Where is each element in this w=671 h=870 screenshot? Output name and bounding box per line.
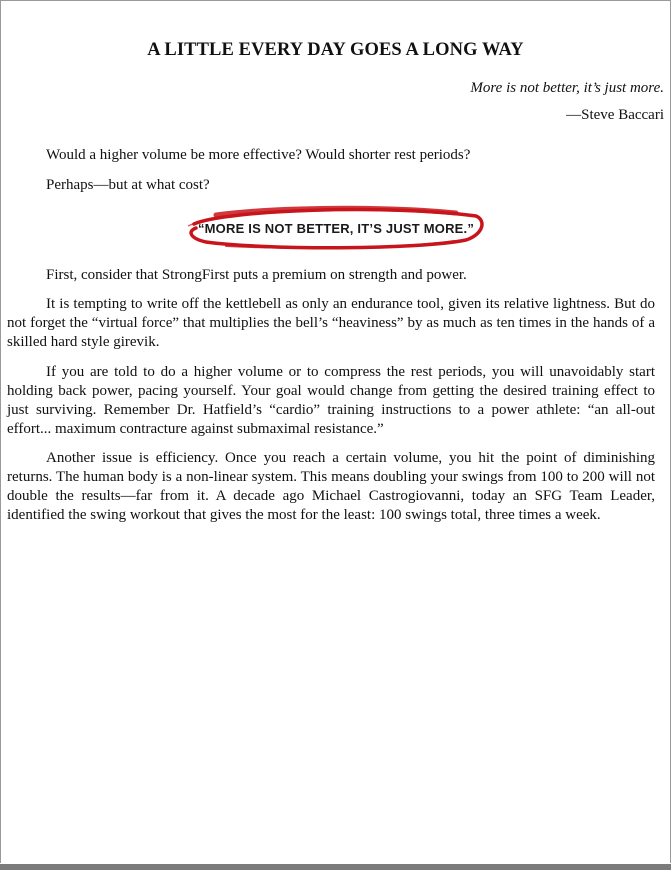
epigraph-quote: More is not better, it’s just more. bbox=[470, 80, 664, 96]
epigraph bbox=[470, 75, 664, 129]
paragraph-2: Perhaps—but at what cost? bbox=[46, 177, 210, 193]
paragraph-5: If you are told to do a higher volume or to compress the rest periods, you will unavoidably start holding back power, pacing yourself. Your goal would change from getting the desired training effect to just surviving. Remember Dr. Hatfield’s “cardio” training instructions to a power athlete: “an all-out effort... maximum contracture against submaximal resistance.” bbox=[7, 364, 655, 437]
paragraph-3: First, consider that StrongFirst puts a premium on strength and power. bbox=[46, 267, 467, 283]
epigraph-attribution: —Steve Baccari bbox=[566, 107, 664, 123]
paragraph-4: It is tempting to write off the kettlebell as only an endurance tool, given its relative lightness. But do not forget the “virtual force” that multiplies the bell’s “heaviness” by as much as ten times in the hands of a skilled hard style girevik. bbox=[7, 296, 655, 350]
page-title: A LITTLE EVERY DAY GOES A LONG WAY bbox=[147, 40, 524, 60]
paragraph-1: Would a higher volume be more effective? Would shorter rest periods? bbox=[46, 147, 471, 163]
pull-quote-text: “MORE IS NOT BETTER, IT’S JUST MORE.” bbox=[197, 221, 475, 236]
bottom-bar bbox=[0, 864, 671, 870]
pull-quote-graphic bbox=[186, 204, 486, 252]
paragraph-6: Another issue is efficiency. Once you reach a certain volume, you hit the point of diminishing returns. The human body is a non-linear system. This means doubling your swings from 100 to 200 will not double the results—far from it. A decade ago Michael Castrogiovanni, today an SFG Team Leader, identified the swing workout that gives the most for the least: 100 swings total, three times a week. bbox=[7, 450, 655, 523]
